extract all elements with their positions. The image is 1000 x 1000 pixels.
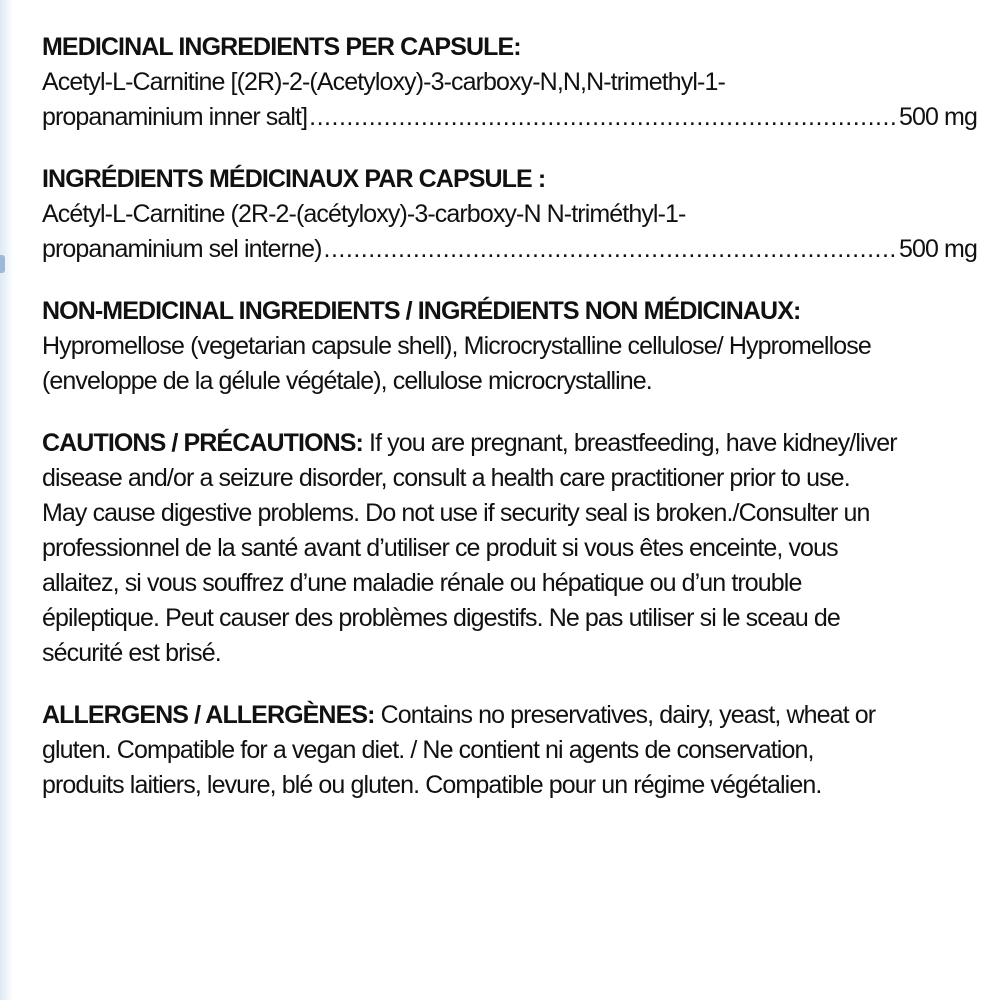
medicinal-ingredients-en-heading: MEDICINAL INGREDIENTS PER CAPSULE: [42, 33, 521, 61]
cautions-line5: allaitez, si vous souffrez d’une maladie rénale ou hépatique ou d’un trouble [42, 569, 802, 597]
allergens-line3: produits laitiers, levure, blé ou gluten. Compatible pour un régime végétalien. [42, 771, 822, 799]
allergens-heading: ALLERGENS / ALLERGÈNES: [42, 701, 375, 729]
non-medicinal-ingredients [42, 294, 977, 399]
medicinal-ingredients-en-amount: 500 mg [899, 103, 977, 131]
left-edge-mark [0, 255, 5, 273]
medicinal-ingredients-en [42, 30, 977, 135]
medicinal-ingredients-fr [42, 162, 977, 267]
medicinal-ingredients-en-row [42, 100, 977, 135]
medicinal-ingredients-fr-line1: Acétyl-L-Carnitine (2R-2-(acétyloxy)-3-carboxy-N N-triméthyl-1- [42, 200, 686, 228]
allergens-line2: gluten. Compatible for a vegan diet. / Ne contient ni agents de conservation, [42, 736, 814, 764]
left-edge-shade [0, 0, 14, 1000]
supplement-label [42, 30, 977, 830]
cautions-line3: May cause digestive problems. Do not use if security seal is broken./Consulter un [42, 499, 870, 527]
cautions-line4: professionnel de la santé avant d’utiliser ce produit si vous êtes enceinte, vous [42, 534, 838, 562]
cautions-line6: épileptique. Peut causer des problèmes digestifs. Ne pas utiliser si le sceau de [42, 604, 840, 632]
cautions-line2: disease and/or a seizure disorder, consult a health care practitioner prior to use. [42, 464, 850, 492]
cautions-heading: CAUTIONS / PRÉCAUTIONS: [42, 429, 363, 457]
allergens [42, 698, 977, 803]
cautions-line7: sécurité est brisé. [42, 639, 221, 667]
medicinal-ingredients-fr-row [42, 232, 977, 267]
cautions-line1: If you are pregnant, breastfeeding, have kidney/liver [362, 429, 897, 457]
medicinal-ingredients-en-line1: Acetyl-L-Carnitine [(2R)-2-(Acetyloxy)-3-carboxy-N,N,N-trimethyl-1- [42, 68, 725, 96]
dot-leader [309, 100, 897, 135]
dot-leader [324, 232, 897, 267]
medicinal-ingredients-fr-line2: propanaminium sel interne) [42, 235, 322, 263]
medicinal-ingredients-en-line2: propanaminium inner salt] [42, 103, 308, 131]
medicinal-ingredients-fr-heading: INGRÉDIENTS MÉDICINAUX PAR CAPSULE : [42, 165, 546, 193]
cautions [42, 426, 977, 671]
medicinal-ingredients-fr-amount: 500 mg [899, 235, 977, 263]
cautions-line1-row [42, 426, 977, 461]
non-medicinal-ingredients-line1: Hypromellose (vegetarian capsule shell), Microcrystalline cellulose/ Hypromellose [42, 332, 871, 360]
non-medicinal-ingredients-heading: NON-MEDICINAL INGREDIENTS / INGRÉDIENTS NON MÉDICINAUX: [42, 297, 801, 325]
non-medicinal-ingredients-line2: (enveloppe de la gélule végétale), cellulose microcrystalline. [42, 367, 652, 395]
allergens-line1: Contains no preservatives, dairy, yeast, wheat or [374, 701, 876, 729]
allergens-line1-row [42, 698, 977, 733]
